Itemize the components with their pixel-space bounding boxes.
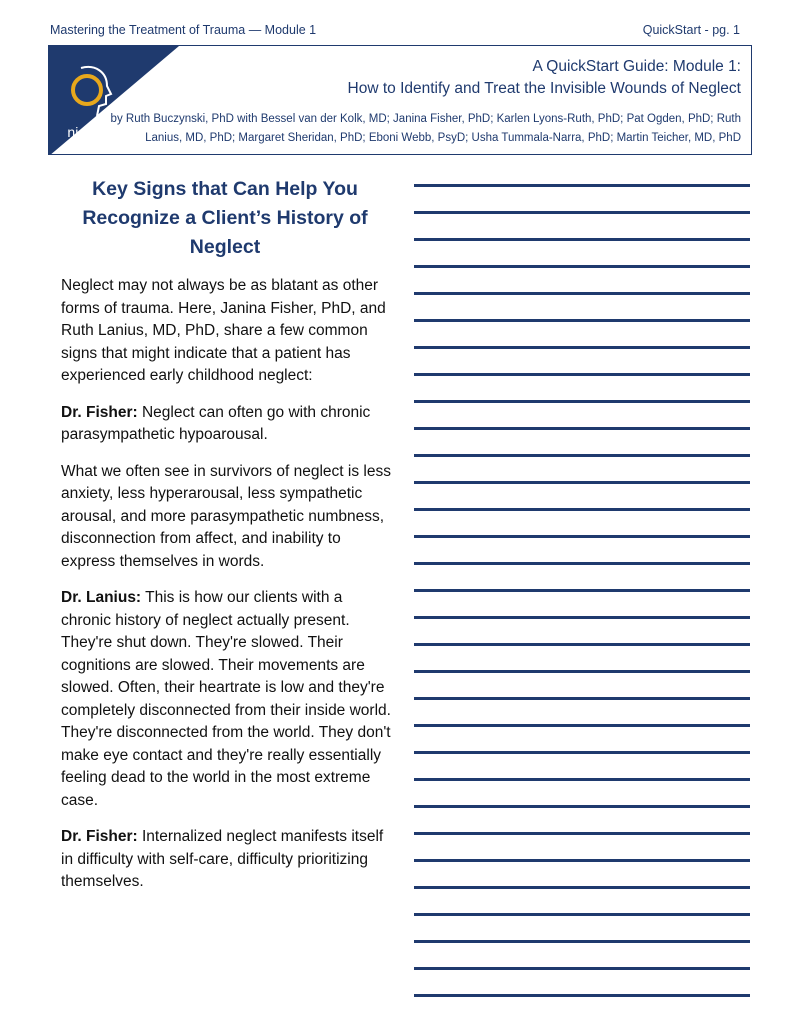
- page-number: QuickStart - pg. 1: [642, 23, 740, 37]
- note-line[interactable]: [414, 211, 750, 214]
- note-line[interactable]: [414, 724, 750, 727]
- guide-title: [348, 56, 741, 100]
- banner: [48, 45, 752, 155]
- note-line[interactable]: [414, 481, 750, 484]
- guide-title-line2: How to Identify and Treat the Invisible Wounds of Neglect: [347, 80, 741, 97]
- note-line[interactable]: [414, 697, 750, 700]
- authors-line1: by Ruth Buczynski, PhD with Bessel van der Kolk, MD; Janina Fisher, PhD; Karlen Lyons-Ruth, PhD; Pat Ogden, PhD; Ruth: [110, 113, 741, 125]
- note-line[interactable]: [414, 751, 750, 754]
- note-line[interactable]: [414, 616, 750, 619]
- note-line[interactable]: [414, 535, 750, 538]
- page-header-title: Mastering the Treatment of Trauma — Module 1: [50, 23, 317, 37]
- note-line[interactable]: [414, 454, 750, 457]
- note-line[interactable]: [414, 940, 750, 943]
- note-line[interactable]: [414, 427, 750, 430]
- note-line[interactable]: [414, 265, 750, 268]
- note-line[interactable]: [414, 886, 750, 889]
- logo-text: nicabm: [67, 124, 113, 140]
- paragraph: [61, 587, 391, 812]
- paragraph: [61, 275, 391, 388]
- body-text: [61, 275, 391, 908]
- paragraph: [61, 826, 391, 894]
- speaker-label: Dr. Fisher:: [61, 828, 138, 845]
- paragraph-text: Internalized neglect manifests itself in difficulty with self-care, difficulty prioritizing themselves.: [61, 828, 384, 890]
- note-line[interactable]: [414, 373, 750, 376]
- note-line[interactable]: [414, 994, 750, 997]
- note-line[interactable]: [414, 967, 750, 970]
- paragraph-text: This is how our clients with a chronic history of neglect actually present. They're shut down. They're slowed. Their cognitions are slowed. Their movements are slowed. Often, their heartrate is low and they're completely disconnected from their inside world. They're disconnected from the world. They don't make eye contact and they're really essentially feeling dead to the world in the most extreme case.: [61, 589, 391, 809]
- section-heading: Key Signs that Can Help You Recognize a Client’s History of Neglect: [82, 178, 368, 258]
- speaker-label: Dr. Fisher:: [61, 403, 138, 421]
- note-line[interactable]: [414, 508, 750, 511]
- note-line[interactable]: [414, 589, 750, 592]
- paragraph-text: Neglect may not always be as blatant as other forms of trauma. Here, Janina Fisher, PhD, and Ruth Lanius, MD, PhD, share a few common signs that might indicate that a patient has experienced early childhood neglect:: [61, 277, 386, 384]
- note-line[interactable]: [414, 238, 750, 241]
- paragraph: [61, 402, 391, 447]
- note-line[interactable]: [414, 913, 750, 916]
- note-line[interactable]: [414, 292, 750, 295]
- paragraph: [61, 461, 391, 574]
- note-line[interactable]: [414, 400, 750, 403]
- note-line[interactable]: [414, 643, 750, 646]
- speaker-label: Dr. Lanius:: [61, 589, 142, 606]
- note-line[interactable]: [414, 184, 750, 187]
- authors: [101, 110, 741, 148]
- notes-lines[interactable]: [414, 180, 750, 1000]
- paragraph-text: What we often see in survivors of neglect is less anxiety, less hyperarousal, less sympathetic arousal, and more parasympathetic numbness, disconnection from affect, and inability to express themselves in words.: [61, 462, 391, 570]
- note-line[interactable]: [414, 562, 750, 565]
- note-line[interactable]: [414, 778, 750, 781]
- paragraph-text: Neglect can often go with chronic parasympathetic hypoarousal.: [61, 403, 371, 443]
- note-line[interactable]: [414, 346, 750, 349]
- guide-title-line1: A QuickStart Guide: Module 1:: [532, 58, 741, 75]
- note-line[interactable]: [414, 319, 750, 322]
- note-line[interactable]: [414, 805, 750, 808]
- note-line[interactable]: [414, 670, 750, 673]
- page-header: [48, 20, 752, 40]
- note-line[interactable]: [414, 859, 750, 862]
- authors-line2: Lanius, MD, PhD; Margaret Sheridan, PhD; Eboni Webb, PsyD; Usha Tummala-Narra, PhD; Martin Teicher, MD, PhD: [145, 132, 741, 144]
- note-line[interactable]: [414, 832, 750, 835]
